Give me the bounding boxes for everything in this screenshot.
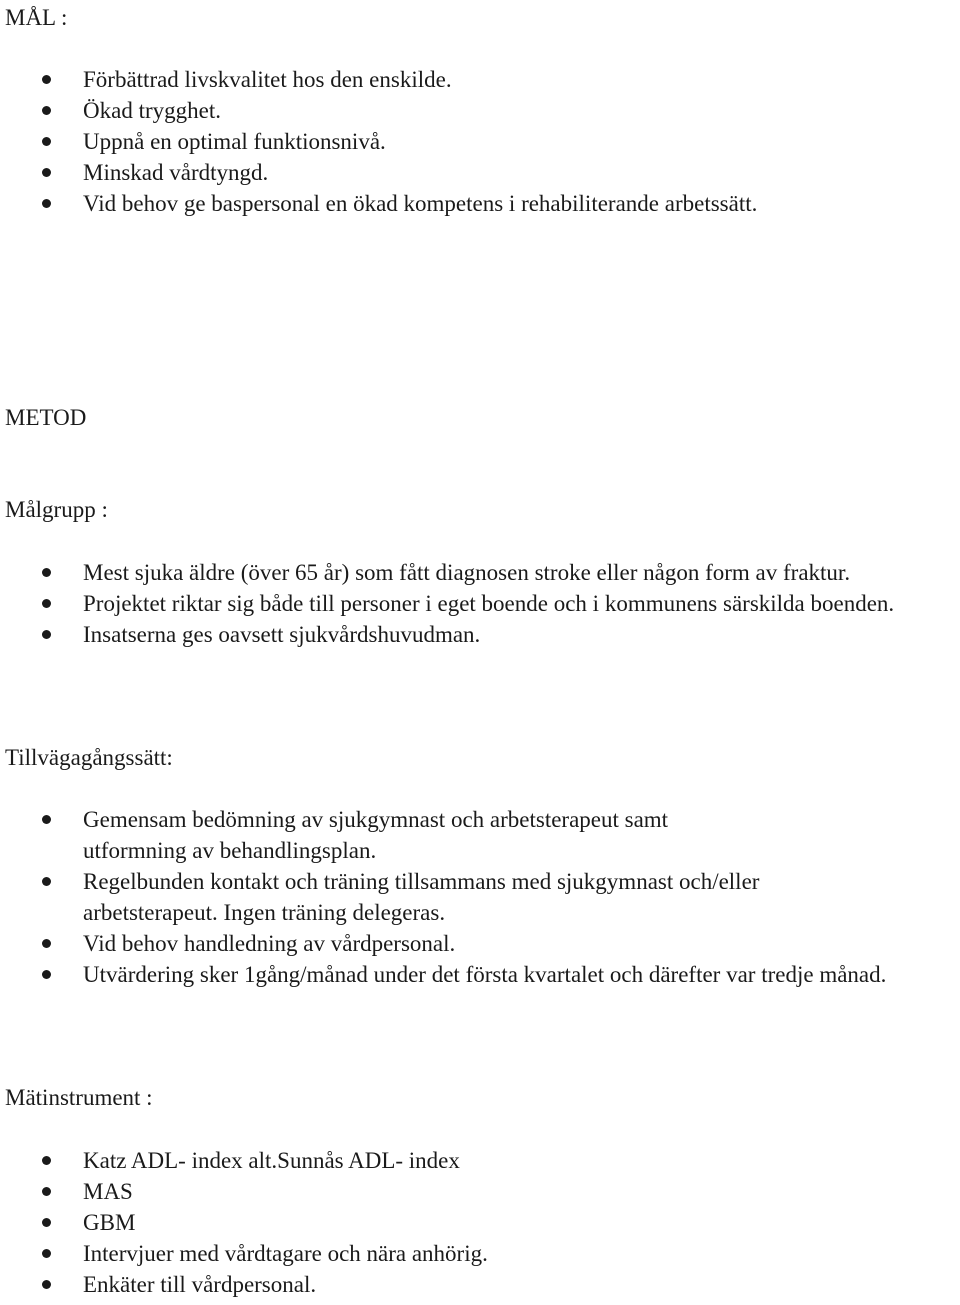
section-heading-mal: MÅL : — [5, 5, 68, 30]
list-item: GBM — [0, 1207, 923, 1238]
bullet-icon — [42, 877, 51, 886]
bullet-icon — [42, 1218, 51, 1227]
bullet-icon — [42, 599, 51, 608]
matinstrument-list — [0, 1145, 940, 1300]
section-heading-malgrupp: Målgrupp : — [5, 497, 108, 522]
bullet-icon — [42, 75, 51, 84]
list-item: Enkäter till vårdpersonal. — [0, 1269, 923, 1300]
section-heading-metod: METOD — [5, 405, 87, 430]
list-item: Gemensam bedömning av sjukgymnast och arbetsterapeut samt utformning av behandlingsplan. — [0, 804, 923, 866]
section-heading-tillvagagangssatt: Tillvägagångssätt: — [5, 745, 173, 770]
list-item: Projektet riktar sig både till personer i eget boende och i kommunens särskilda boenden. — [0, 588, 923, 619]
bullet-icon — [42, 168, 51, 177]
bullet-icon — [42, 1156, 51, 1165]
list-item: Vid behov ge baspersonal en ökad kompetens i rehabiliterande arbetssätt. — [0, 188, 923, 219]
list-item: Vid behov handledning av vårdpersonal. — [0, 928, 923, 959]
list-item: Regelbunden kontakt och träning tillsammans med sjukgymnast och/eller arbetsterapeut. Ingen träning delegeras. — [0, 866, 923, 928]
bullet-icon — [42, 939, 51, 948]
mal-list — [0, 64, 940, 219]
bullet-icon — [42, 199, 51, 208]
bullet-icon — [42, 1280, 51, 1289]
list-item: Minskad vårdtyngd. — [0, 157, 923, 188]
bullet-icon — [42, 1249, 51, 1258]
bullet-icon — [42, 630, 51, 639]
list-item: Förbättrad livskvalitet hos den enskilde. — [0, 64, 923, 95]
bullet-icon — [42, 568, 51, 577]
list-item: MAS — [0, 1176, 923, 1207]
list-item: Utvärdering sker 1gång/månad under det första kvartalet och därefter var tredje månad. — [0, 959, 923, 990]
list-item: Ökad trygghet. — [0, 95, 923, 126]
malgrupp-list — [0, 557, 940, 650]
bullet-icon — [42, 970, 51, 979]
bullet-icon — [42, 106, 51, 115]
bullet-icon — [42, 815, 51, 824]
list-item: Katz ADL- index alt.Sunnås ADL- index — [0, 1145, 923, 1176]
bullet-icon — [42, 137, 51, 146]
list-item: Intervjuer med vårdtagare och nära anhörig. — [0, 1238, 923, 1269]
list-item: Insatserna ges oavsett sjukvårdshuvudman. — [0, 619, 923, 650]
list-item: Mest sjuka äldre (över 65 år) som fått diagnosen stroke eller någon form av fraktur. — [0, 557, 923, 588]
list-item: Uppnå en optimal funktionsnivå. — [0, 126, 923, 157]
section-heading-matinstrument: Mätinstrument : — [5, 1085, 153, 1110]
tillvagagangssatt-list — [0, 804, 940, 990]
bullet-icon — [42, 1187, 51, 1196]
